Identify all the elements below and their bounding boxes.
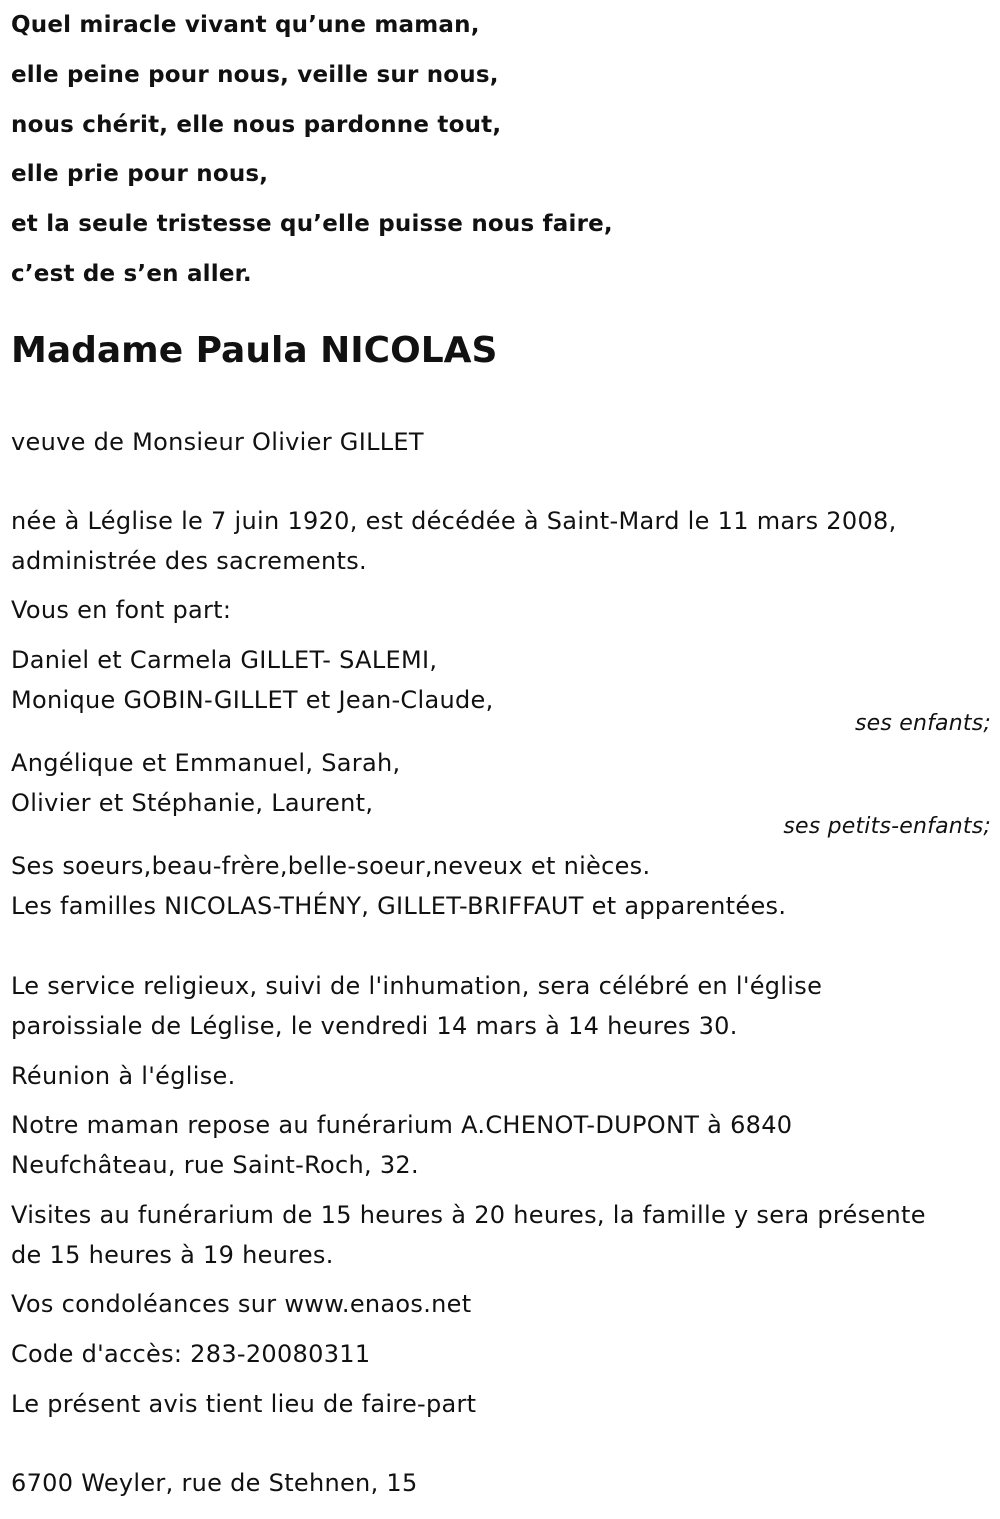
poem-line-3: nous chérit, elle nous pardonne tout,	[11, 112, 502, 138]
poem-line-5: et la seule tristesse qu’elle puisse nous faire,	[11, 211, 613, 237]
poem-line-4: elle prie pour nous,	[11, 161, 269, 187]
grandchildren-label: ses petits-enfants;	[783, 814, 991, 839]
sacraments: administrée des sacrements.	[11, 547, 367, 575]
announce: Vous en font part:	[11, 596, 232, 624]
meeting: Réunion à l'église.	[11, 1062, 236, 1090]
address: 6700 Weyler, rue de Stehnen, 15	[11, 1469, 418, 1497]
children-label: ses enfants;	[854, 711, 991, 736]
relatives-line-1: Ses soeurs,beau-frère,belle-soeur,neveux et nièces.	[11, 852, 651, 880]
grandchildren-line-1: Angélique et Emmanuel, Sarah,	[11, 749, 401, 777]
children-line-2: Monique GOBIN-GILLET et Jean-Claude,	[11, 686, 494, 714]
poem-line-6: c’est de s’en aller.	[11, 261, 252, 287]
visits-line-2: de 15 heures à 19 heures.	[11, 1241, 334, 1269]
notice: Le présent avis tient lieu de faire-part	[11, 1390, 477, 1418]
condolences: Vos condoléances sur www.enaos.net	[11, 1290, 472, 1318]
children-line-1: Daniel et Carmela GILLET- SALEMI,	[11, 646, 438, 674]
deceased-name: Madame Paula NICOLAS	[11, 330, 498, 371]
relatives-line-2: Les familles NICOLAS-THÉNY, GILLET-BRIFFAUT et apparentées.	[11, 892, 787, 920]
grandchildren-line-2: Olivier et Stéphanie, Laurent,	[11, 789, 374, 817]
service-line-2: paroissiale de Léglise, le vendredi 14 mars à 14 heures 30.	[11, 1012, 738, 1040]
widow-of: veuve de Monsieur Olivier GILLET	[11, 428, 424, 456]
birth-death: née à Léglise le 7 juin 1920, est décédée à Saint-Mard le 11 mars 2008,	[11, 507, 897, 535]
service-line-1: Le service religieux, suivi de l'inhumation, sera célébré en l'église	[11, 972, 823, 1000]
rest-line-2: Neufchâteau, rue Saint-Roch, 32.	[11, 1151, 419, 1179]
access-code: Code d'accès: 283-20080311	[11, 1340, 371, 1368]
poem-line-1: Quel miracle vivant qu’une maman,	[11, 12, 480, 38]
rest-line-1: Notre maman repose au funérarium A.CHENOT-DUPONT à 6840	[11, 1111, 793, 1139]
visits-line-1: Visites au funérarium de 15 heures à 20 heures, la famille y sera présente	[11, 1201, 926, 1229]
poem-line-2: elle peine pour nous, veille sur nous,	[11, 62, 499, 88]
